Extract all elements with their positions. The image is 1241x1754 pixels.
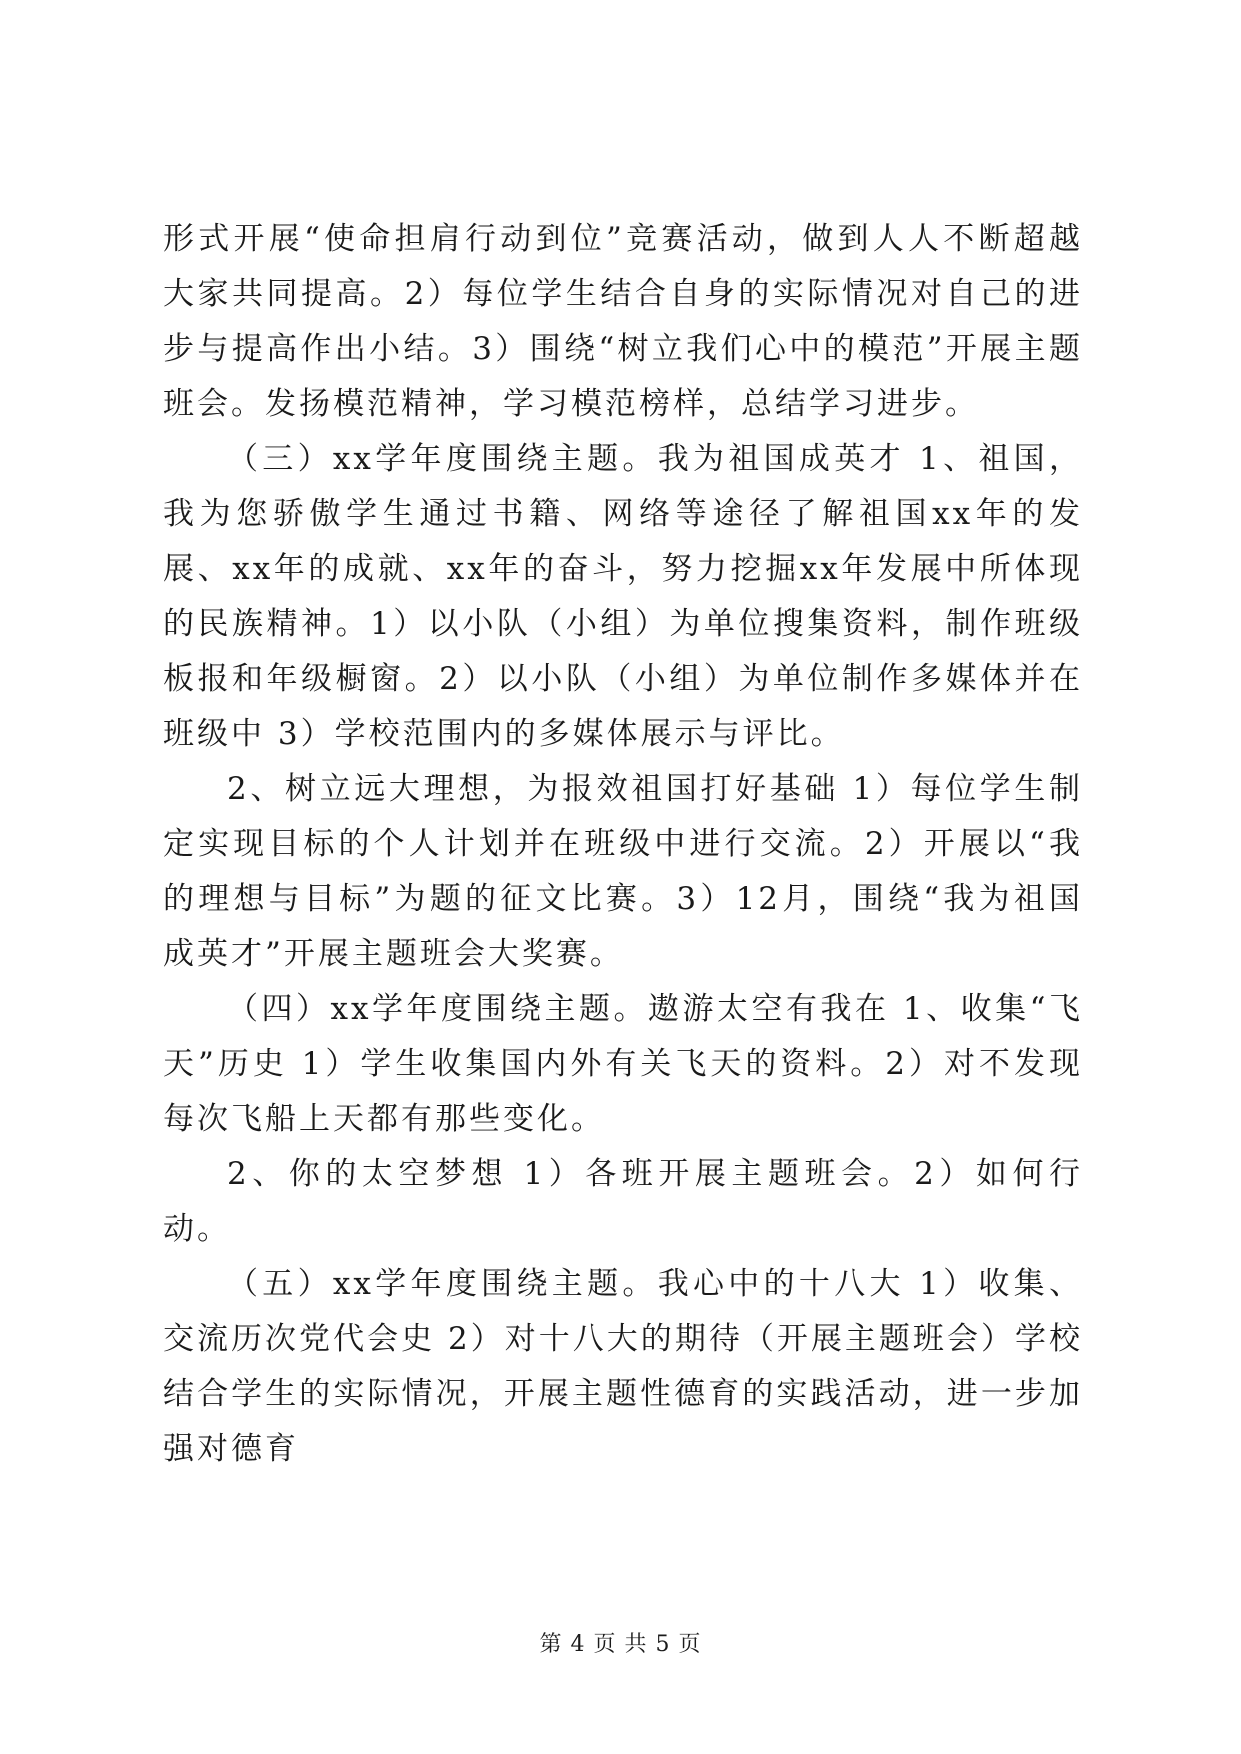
paragraph-2: （三）xx学年度围绕主题。我为祖国成英才 1、祖国，我为您骄傲学生通过书籍、网络等途径了解祖国xx年的发展、xx年的成就、xx年的奋斗，努力挖掘xx年发展中所体现的民族精神。1）以小队（小组）为单位搜集资料，制作班级板报和年级橱窗。2）以小队（小组）为单位制作多媒体并在班级中 3）学校范围内的多媒体展示与评比。 <box>163 441 1083 752</box>
paragraph-1: 形式开展“使命担肩行动到位”竞赛活动，做到人人不断超越大家共同提高。2）每位学生结合自身的实际情况对自己的进步与提高作出小结。3）围绕“树立我们心中的模范”开展主题班会。发扬模范精神，学习模范榜样，总结学习进步。 <box>163 221 1083 422</box>
paragraph-3: 2、树立远大理想，为报效祖国打好基础 1）每位学生制定实现目标的个人计划并在班级中进行交流。2）开展以“我的理想与目标”为题的征文比赛。3）12月，围绕“我为祖国成英才”开展主题班会大奖赛。 <box>163 771 1083 972</box>
paragraph-6: （五）xx学年度围绕主题。我心中的十八大 1）收集、交流历次党代会史 2）对十八大的期待（开展主题班会）学校结合学生的实际情况，开展主题性德育的实践活动，进一步加强对德育 <box>163 1266 1083 1467</box>
page-number-footer: 第 4 页 共 5 页 <box>539 1632 702 1657</box>
document-body <box>163 212 1083 1477</box>
paragraph-4: （四）xx学年度围绕主题。遨游太空有我在 1、收集“飞天”历史 1）学生收集国内外有关飞天的资料。2）对不发现每次飞船上天都有那些变化。 <box>163 991 1083 1137</box>
paragraph-5: 2、你的太空梦想 1）各班开展主题班会。2）如何行动。 <box>163 1156 1083 1247</box>
